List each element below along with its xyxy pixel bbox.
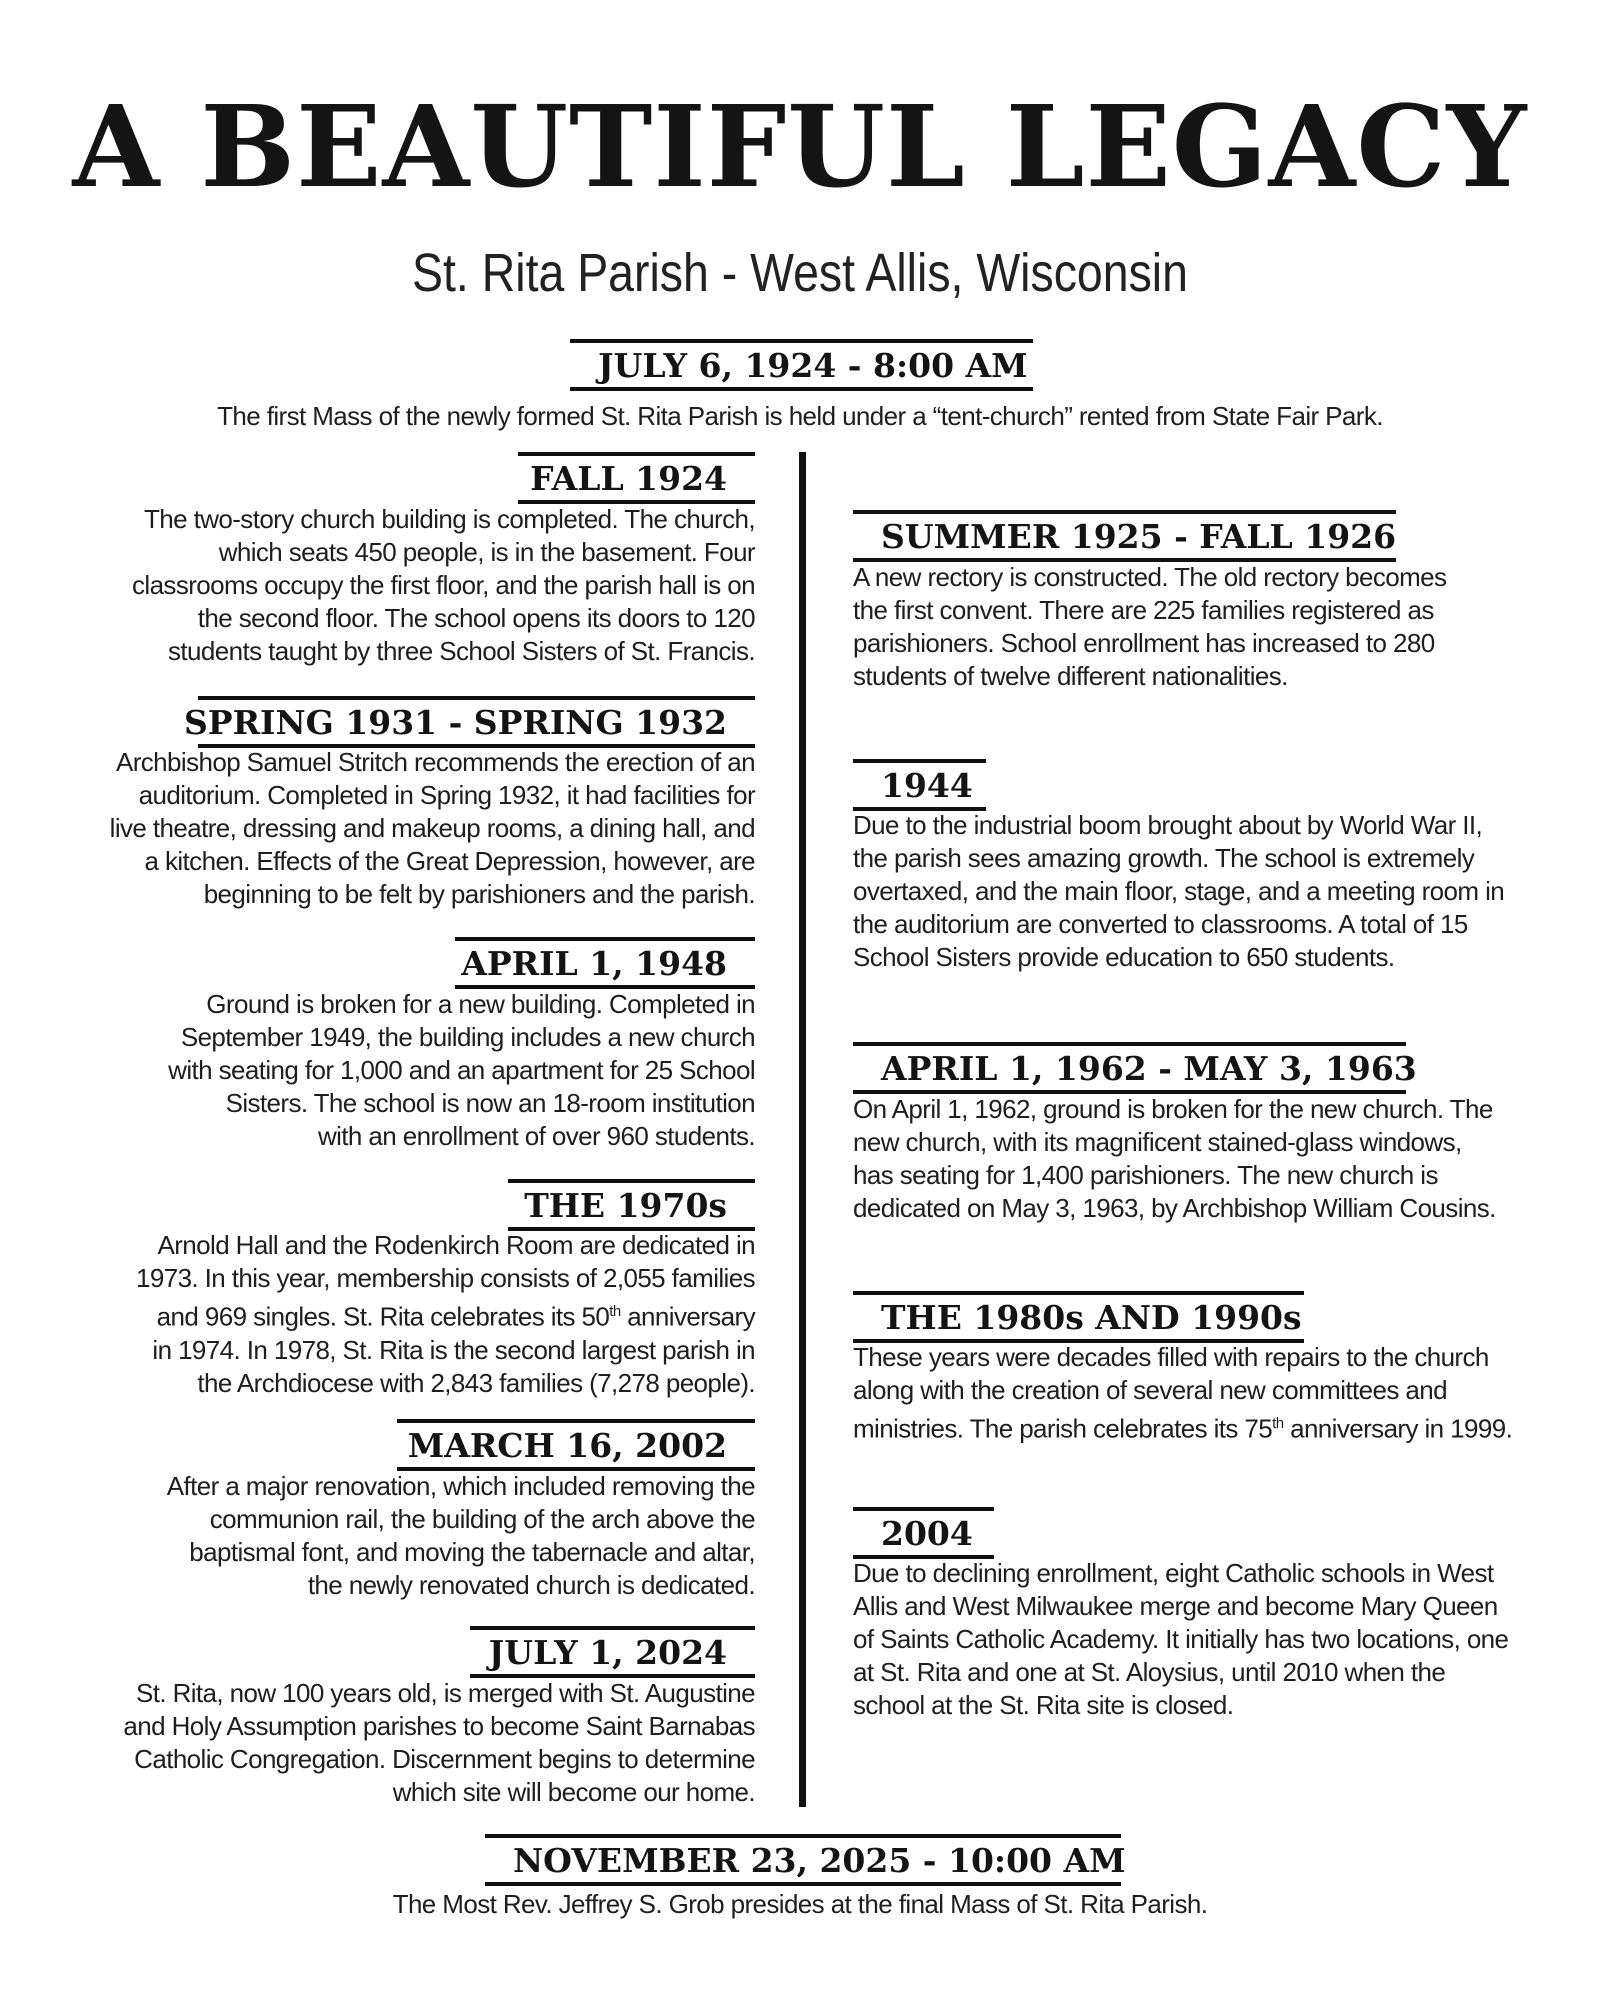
timeline-text-left-1: Archbishop Samuel Stritch recommends the erection of an auditorium. Completed in Spring 1932, it had facilities for live theatre, dressing and makeup rooms, a dining hall, and a kitchen. Effects of the Great Depression, however, are beginning to be felt by parishioners and the parish. xyxy=(109,747,755,909)
timeline-text-left-5: St. Rita, now 100 years old, is merged with St. Augustine and Holy Assumption parishes to become Saint Barnabas Catholic Congregation. Discernment begins to determine which site will become our home. xyxy=(123,1678,755,1807)
heading-date: APRIL 1, 1962 - MAY 3, 1963 xyxy=(881,1049,1417,1088)
timeline-text-top: The first Mass of the newly formed St. Rita Parish is held under a “tent-church” rented from State Fair Park. xyxy=(217,401,1383,431)
heading-date: 2004 xyxy=(881,1514,973,1553)
page-title: A BEAUTIFUL LEGACY xyxy=(72,82,1528,213)
timeline-heading-left-4 xyxy=(397,1419,755,1471)
heading-date: SPRING 1931 - SPRING 1932 xyxy=(183,703,727,742)
timeline-text-left-4: After a major renovation, which included removing the communion rail, the building of the arch above the baptismal font, and moving the tabernacle and altar, the newly renovated church is dedicated. xyxy=(166,1471,755,1600)
heading-date: THE 1970s xyxy=(524,1186,727,1225)
timeline-text-right-2: On April 1, 1962, ground is broken for the new church. The new church, with its magnificent stained-glass windows, has seating for 1,400 parishioners. The new church is dedicated on May 3, 1963, by Archbishop William Cousins. xyxy=(853,1094,1496,1223)
timeline-heading-right-4 xyxy=(853,1507,994,1559)
heading-date: MARCH 16, 2002 xyxy=(407,1426,727,1465)
timeline-heading-top xyxy=(570,339,1033,391)
timeline-text-right-4: Due to declining enrollment, eight Catholic schools in West Allis and West Milwaukee merge and become Mary Queen of Saints Catholic Academy. It initially has two locations, one at St. Rita and one at St. Aloysius, until 2010 when the school at the St. Rita site is closed. xyxy=(853,1558,1509,1720)
heading-date: 1944 xyxy=(881,766,973,805)
timeline-text-bottom: The Most Rev. Jeffrey S. Grob presides at the final Mass of St. Rita Parish. xyxy=(392,1889,1208,1919)
timeline-text-left-3: Arnold Hall and the Rodenkirch Room are dedicated in 1973. In this year, membership consists of 2,055 families and 969 singles. St. Rita celebrates its 50th anniversary in 1974. In 1978, St. Rita is the second largest parish in the Archdiocese with 2,843 families (7,278 people). xyxy=(135,1230,755,1398)
timeline-heading-left-2 xyxy=(455,937,755,989)
timeline-heading-right-3 xyxy=(853,1291,1304,1343)
timeline-text-left-0: The two-story church building is completed. The church, which seats 450 people, is in the basement. Four classrooms occupy the first floor, and the parish hall is on the second floor. The school opens its doors to 120 students taught by three School Sisters of St. Francis. xyxy=(132,504,755,666)
timeline-text-right-1: Due to the industrial boom brought about by World War II, the parish sees amazing growth. The school is extremely overtaxed, and the main floor, stage, and a meeting room in the auditorium are converted to classrooms. A total of 15 School Sisters provide education to 650 students. xyxy=(853,810,1505,972)
page-subtitle: St. Rita Parish - West Allis, Wisconsin xyxy=(412,243,1188,303)
timeline-heading-right-1 xyxy=(853,759,986,811)
heading-date: NOVEMBER 23, 2025 - 10:00 AM xyxy=(513,1841,1126,1880)
timeline-heading-left-1 xyxy=(183,696,755,748)
heading-date: FALL 1924 xyxy=(530,459,727,498)
timeline-divider xyxy=(799,452,806,1807)
heading-date: THE 1980s AND 1990s xyxy=(881,1298,1302,1337)
timeline-heading-right-0 xyxy=(853,510,1396,562)
heading-date: APRIL 1, 1948 xyxy=(461,944,727,983)
heading-date: JULY 1, 2024 xyxy=(488,1633,727,1672)
timeline-heading-left-3 xyxy=(508,1179,755,1231)
heading-date: JULY 6, 1924 - 8:00 AM xyxy=(598,346,1028,385)
timeline-heading-left-0 xyxy=(518,452,755,504)
timeline-text-right-0: A new rectory is constructed. The old rectory becomes the first convent. There are 225 families registered as parishioners. School enrollment has increased to 280 students of twelve different nationalities. xyxy=(853,562,1447,691)
timeline-text-left-2: Ground is broken for a new building. Completed in September 1949, the building includes a new church with seating for 1,000 and an apartment for 25 School Sisters. The school is now an 18-room institution with an enrollment of over 960 students. xyxy=(168,989,755,1151)
timeline-heading-bottom xyxy=(485,1834,1126,1886)
timeline-text-right-3: These years were decades filled with repairs to the church along with the creation of several new committees and ministries. The parish celebrates its 75th anniversary in 1999. xyxy=(853,1342,1513,1444)
timeline-heading-right-2 xyxy=(853,1042,1417,1094)
timeline-heading-left-5 xyxy=(470,1626,755,1678)
heading-date: SUMMER 1925 - FALL 1926 xyxy=(881,517,1397,556)
